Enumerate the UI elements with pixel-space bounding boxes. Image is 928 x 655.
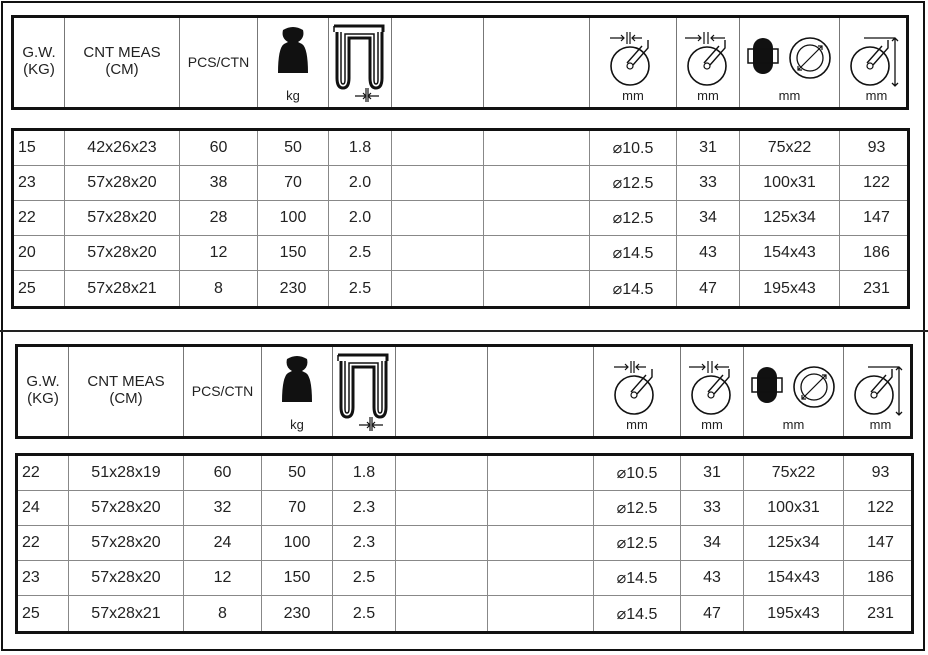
load-cell: 150 [258,236,329,270]
width-cell: 31 [677,131,740,165]
wheel-cell: 125x34 [740,201,840,235]
empty-cell [396,456,488,490]
axle-cell: ⌀12.5 [594,526,681,560]
fork-cell: 1.8 [329,131,392,165]
empty-cell [392,201,484,235]
load-cell: 230 [258,271,329,306]
wheel-cell: 154x43 [744,561,844,595]
empty-cell [488,491,594,525]
spec-table-1 [11,128,910,309]
gw-cell: 22 [18,456,69,490]
axle-cell: ⌀12.5 [590,166,677,200]
height-cell: 147 [863,209,890,226]
wheel-cell: 195x43 [744,596,844,631]
wheel-cell: 195x43 [740,271,840,306]
cnt-cell: 57x28x20 [65,236,180,270]
table-row [18,491,911,526]
empty-cell [484,236,590,270]
table-row [18,456,911,491]
spec-header-1 [11,15,909,110]
cnt-label: CNT MEAS (CM) [83,44,161,78]
load-cell: 50 [262,456,333,490]
height-unit: mm [869,417,892,432]
section-divider [0,330,928,332]
width-header [677,18,740,107]
load-cell: 50 [258,131,329,165]
gw-header [18,347,69,436]
empty-cell [488,596,594,631]
wheel-header [744,347,844,436]
gw-label: G.W. (KG) [22,44,56,78]
cnt-cell: 57x28x21 [65,271,180,306]
pcs-cell: 8 [180,271,258,306]
fork-cell: 2.5 [329,236,392,270]
empty-cell [488,561,594,595]
width-cell: 47 [681,596,744,631]
load-unit: kg [290,417,304,432]
load-unit: kg [286,88,300,103]
axle-header [594,347,681,436]
load-header [258,18,329,107]
width-cell: 47 [677,271,740,306]
pcs-cell: 60 [184,456,262,490]
cnt-cell: 57x28x20 [65,201,180,235]
fork-cell: 1.8 [333,456,396,490]
width-cell: 34 [681,526,744,560]
height-cell: 231 [867,604,894,622]
pcs-header [180,18,258,107]
wheel-cell: 125x34 [744,526,844,560]
load-header [262,347,333,436]
gw-label: G.W. (KG) [26,373,60,407]
load-cell: 100 [258,201,329,235]
width-cell: 34 [677,201,740,235]
pcs-cell: 32 [184,491,262,525]
width-cell: 43 [681,561,744,595]
empty-cell [484,201,590,235]
empty-cell [392,166,484,200]
width-header [681,347,744,436]
empty-cell [396,596,488,631]
empty-cell [392,271,484,306]
table-row [14,131,907,166]
wheel-unit: mm [782,417,805,432]
wheel-cell: 75x22 [740,131,840,165]
height-cell: 93 [867,139,886,156]
height-cell: 231 [863,279,890,297]
pcs-cell: 38 [180,166,258,200]
pcs-cell: 8 [184,596,262,631]
gw-cell: 15 [14,131,65,165]
fork-cell: 2.0 [329,166,392,200]
empty-cell [396,526,488,560]
empty-cell [488,456,594,490]
spec-table-2 [15,453,914,634]
table-row [14,166,907,201]
cnt-cell: 57x28x21 [69,596,184,631]
cnt-header [65,18,180,107]
axle-cell: ⌀12.5 [594,491,681,525]
pcs-cell: 12 [180,236,258,270]
cnt-cell: 51x28x19 [69,456,184,490]
height-cell: 186 [867,569,894,586]
pcs-cell: 24 [184,526,262,560]
wheel-unit: mm [778,88,801,103]
fork-cell: 2.3 [333,526,396,560]
cnt-cell: 42x26x23 [65,131,180,165]
gw-cell: 22 [18,526,69,560]
cnt-header [69,347,184,436]
axle-cell: ⌀14.5 [590,271,677,306]
spec-header-2 [15,344,913,439]
empty-cell [392,131,484,165]
width-cell: 33 [681,491,744,525]
height-cell: 186 [863,244,890,261]
wheel-cell: 75x22 [744,456,844,490]
load-cell: 150 [262,561,333,595]
load-cell: 70 [258,166,329,200]
pcs-header [184,347,262,436]
axle-cell: ⌀14.5 [590,236,677,270]
fork-cell: 2.3 [333,491,396,525]
gw-cell: 24 [18,491,69,525]
height-cell: 93 [871,464,890,481]
width-cell: 33 [677,166,740,200]
gw-cell: 23 [18,561,69,595]
fork-header [333,347,396,436]
table-row [14,236,907,271]
width-cell: 43 [677,236,740,270]
fork-header [329,18,392,107]
load-cell: 70 [262,491,333,525]
fork-cell: 2.5 [333,561,396,595]
width-cell: 31 [681,456,744,490]
cnt-cell: 57x28x20 [69,526,184,560]
axle-unit: mm [622,88,644,103]
wheel-cell: 100x31 [744,491,844,525]
empty-cell [488,526,594,560]
empty-cell [396,561,488,595]
wheel-cell: 100x31 [740,166,840,200]
height-header [844,347,917,436]
empty-cell [484,271,590,306]
empty-cell [484,131,590,165]
axle-cell: ⌀10.5 [590,131,677,165]
gw-cell: 25 [14,271,65,306]
axle-unit: mm [626,417,648,432]
height-header [840,18,913,107]
fork-thickness-icon [333,347,396,436]
load-cell: 230 [262,596,333,631]
height-unit: mm [865,88,888,103]
pcs-label: PCS/CTN [187,54,250,70]
pcs-label: PCS/CTN [191,383,254,399]
table-row [18,596,911,631]
width-unit: mm [697,88,719,103]
wheel-cell: 154x43 [740,236,840,270]
fork-cell: 2.0 [329,201,392,235]
axle-cell: ⌀12.5 [590,201,677,235]
fork-cell: 2.5 [329,271,392,306]
width-unit: mm [701,417,723,432]
axle-cell: ⌀14.5 [594,596,681,631]
axle-header [590,18,677,107]
table-row [18,526,911,561]
height-cell: 147 [867,534,894,551]
gw-cell: 23 [14,166,65,200]
wheel-header [740,18,840,107]
height-cell: 122 [863,174,890,191]
gw-cell: 25 [18,596,69,631]
load-cell: 100 [262,526,333,560]
empty-cell [484,166,590,200]
pcs-cell: 28 [180,201,258,235]
gw-header [14,18,65,107]
axle-cell: ⌀10.5 [594,456,681,490]
empty-cell [396,491,488,525]
cnt-label: CNT MEAS (CM) [87,373,165,407]
fork-cell: 2.5 [333,596,396,631]
height-cell: 122 [867,499,894,516]
gw-cell: 22 [14,201,65,235]
table-row [14,271,907,306]
table-row [18,561,911,596]
pcs-cell: 60 [180,131,258,165]
gw-cell: 20 [14,236,65,270]
empty-cell [392,236,484,270]
cnt-cell: 57x28x20 [69,491,184,525]
table-row [14,201,907,236]
cnt-cell: 57x28x20 [65,166,180,200]
fork-thickness-icon [329,18,392,107]
pcs-cell: 12 [184,561,262,595]
axle-cell: ⌀14.5 [594,561,681,595]
cnt-cell: 57x28x20 [69,561,184,595]
